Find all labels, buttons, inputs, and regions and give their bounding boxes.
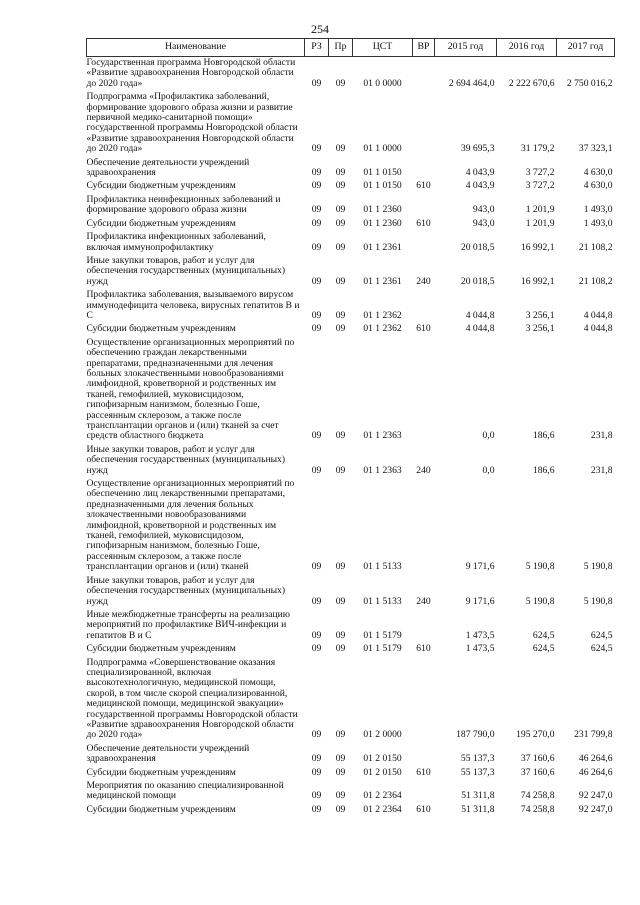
table-row bbox=[87, 657, 615, 743]
row-pr: 09 bbox=[335, 753, 346, 765]
row-rz: 09 bbox=[311, 217, 322, 229]
row-2015: 55 137,3 bbox=[460, 753, 495, 765]
row-2015: 9 171,6 bbox=[465, 561, 495, 573]
row-vr bbox=[413, 743, 435, 767]
header-2017: 2017 год bbox=[557, 39, 615, 57]
row-name: Обеспечение деятельности учреждений здравоохранения bbox=[86, 742, 250, 765]
row-vr: 610 bbox=[416, 803, 431, 815]
row-2017: 46 264,6 bbox=[578, 753, 613, 765]
row-2017: 46 264,6 bbox=[578, 766, 613, 778]
row-rz: 09 bbox=[311, 241, 322, 253]
row-cst: 01 1 0000 bbox=[363, 143, 402, 155]
row-rz: 09 bbox=[311, 803, 322, 815]
table-row bbox=[87, 767, 615, 780]
row-pr: 09 bbox=[335, 561, 346, 573]
row-vr: 610 bbox=[416, 217, 431, 229]
row-2017: 231 799,8 bbox=[574, 729, 613, 741]
row-2016: 74 258,8 bbox=[520, 790, 555, 802]
table-row bbox=[87, 444, 615, 478]
row-pr: 09 bbox=[335, 790, 346, 802]
table-row bbox=[87, 575, 615, 609]
table-row bbox=[87, 743, 615, 767]
row-vr: 610 bbox=[416, 180, 431, 192]
table-row bbox=[87, 478, 615, 575]
row-2017: 1 493,0 bbox=[583, 217, 613, 229]
row-vr bbox=[413, 289, 435, 323]
row-2015: 1 473,5 bbox=[465, 643, 495, 655]
row-rz: 09 bbox=[311, 77, 322, 89]
row-rz: 09 bbox=[311, 643, 322, 655]
row-name: Иные закупки товаров, работ и услуг для обеспечения государственных (муниципальных) нужд bbox=[86, 443, 286, 476]
table-row bbox=[87, 157, 615, 181]
row-name: Осуществление организационных мероприятий по обеспечению граждан лекарственными препаратами, предназначенными для лечения больных злокачественными новообразованиями лимфоидной, кроветворной и родственных им тканей, гемофилией, муковисцидозом, гипофизарным нанизмом, болезнью Гоше, рассеянным склерозом, а также после трансплантации органов и (или) тканей за счет средств областного бюджета bbox=[86, 336, 295, 442]
row-rz: 09 bbox=[311, 180, 322, 192]
row-2015: 1 473,5 bbox=[465, 629, 495, 641]
row-rz: 09 bbox=[311, 309, 322, 321]
row-pr: 09 bbox=[335, 323, 346, 335]
row-2015: 943,0 bbox=[472, 217, 495, 229]
row-rz: 09 bbox=[311, 275, 322, 287]
row-cst: 01 1 0150 bbox=[363, 180, 402, 192]
row-2017: 624,5 bbox=[590, 629, 613, 641]
row-vr bbox=[413, 478, 435, 575]
row-2016: 624,5 bbox=[532, 629, 555, 641]
row-name: Профилактика заболевания, вызываемого вирусом иммунодефицита человека, вирусных гепатитов В и С bbox=[86, 289, 300, 321]
row-2016: 3 256,1 bbox=[525, 323, 555, 335]
row-rz: 09 bbox=[311, 766, 322, 778]
table-row bbox=[87, 91, 615, 156]
table-row bbox=[87, 218, 615, 231]
row-name: Государственная программа Новгородской области «Развитие здравоохранения Новгородской области до 2020 года» bbox=[86, 57, 296, 89]
header-pr: Пр bbox=[329, 39, 353, 57]
header-name: Наименование bbox=[87, 39, 305, 57]
row-vr: 240 bbox=[416, 275, 431, 287]
row-vr bbox=[413, 157, 435, 181]
row-cst: 01 1 2363 bbox=[363, 430, 402, 442]
row-pr: 09 bbox=[335, 430, 346, 442]
row-2017: 5 190,8 bbox=[583, 595, 613, 607]
table-row bbox=[87, 609, 615, 643]
row-pr: 09 bbox=[335, 204, 346, 216]
row-cst: 01 0 0000 bbox=[363, 77, 402, 89]
row-vr bbox=[413, 780, 435, 804]
row-2015: 943,0 bbox=[472, 204, 495, 216]
row-vr: 610 bbox=[416, 643, 431, 655]
row-vr: 610 bbox=[416, 766, 431, 778]
table-row bbox=[87, 180, 615, 193]
row-2016: 37 160,6 bbox=[520, 753, 555, 765]
row-pr: 09 bbox=[335, 167, 346, 179]
row-2016: 16 992,1 bbox=[520, 241, 555, 253]
row-2017: 231,8 bbox=[590, 464, 613, 476]
row-2016: 3 727,2 bbox=[525, 167, 555, 179]
row-vr bbox=[413, 91, 435, 156]
row-2015: 20 018,5 bbox=[460, 275, 495, 287]
header-cst: ЦСТ bbox=[353, 39, 413, 57]
row-2016: 5 190,8 bbox=[525, 595, 555, 607]
row-2016: 74 258,8 bbox=[520, 803, 555, 815]
row-2016: 1 201,9 bbox=[525, 217, 555, 229]
table-row bbox=[87, 289, 615, 323]
row-rz: 09 bbox=[311, 595, 322, 607]
row-2015: 51 311,8 bbox=[461, 790, 495, 802]
row-name: Подпрограмма «Профилактика заболеваний, формирование здорового образа жизни и развитие первичной медико-санитарной помощи» государственной программы Новгородской области «Развитие здравоохранения Новгородской области до 2020 года» bbox=[86, 91, 298, 155]
header-rz: РЗ bbox=[305, 39, 329, 57]
row-cst: 01 1 2362 bbox=[363, 309, 402, 321]
row-name: Субсидии бюджетным учреждениям bbox=[86, 803, 236, 815]
row-name: Профилактика неинфекционных заболеваний и формирование здорового образа жизни bbox=[86, 193, 281, 216]
row-cst: 01 1 5179 bbox=[363, 629, 402, 641]
row-2015: 4 043,9 bbox=[465, 180, 495, 192]
row-pr: 09 bbox=[335, 643, 346, 655]
row-2017: 231,8 bbox=[590, 430, 613, 442]
row-cst: 01 1 2363 bbox=[363, 464, 402, 476]
row-pr: 09 bbox=[335, 803, 346, 815]
row-2016: 186,6 bbox=[532, 464, 555, 476]
row-2017: 1 493,0 bbox=[583, 204, 613, 216]
row-2015: 55 137,3 bbox=[460, 766, 495, 778]
row-2016: 3 256,1 bbox=[525, 309, 555, 321]
row-cst: 01 2 0000 bbox=[363, 729, 402, 741]
row-vr bbox=[413, 57, 435, 92]
row-pr: 09 bbox=[335, 309, 346, 321]
row-2015: 51 311,8 bbox=[461, 803, 495, 815]
row-2017: 92 247,0 bbox=[578, 803, 613, 815]
row-vr bbox=[413, 657, 435, 743]
row-vr bbox=[413, 231, 435, 255]
row-vr: 240 bbox=[416, 464, 431, 476]
row-pr: 09 bbox=[335, 464, 346, 476]
header-2015: 2015 год bbox=[435, 39, 497, 57]
row-rz: 09 bbox=[311, 561, 322, 573]
row-pr: 09 bbox=[335, 217, 346, 229]
row-2015: 187 790,0 bbox=[456, 729, 495, 741]
row-pr: 09 bbox=[335, 275, 346, 287]
row-pr: 09 bbox=[335, 143, 346, 155]
header-2016: 2016 год bbox=[497, 39, 557, 57]
table-row bbox=[87, 194, 615, 218]
table-row bbox=[87, 780, 615, 804]
row-name: Иные закупки товаров, работ и услуг для обеспечения государственных (муниципальных) нужд bbox=[86, 574, 286, 607]
row-name: Субсидии бюджетным учреждениям bbox=[86, 643, 236, 655]
row-2015: 9 171,6 bbox=[465, 595, 495, 607]
row-name: Осуществление организационных мероприятий по обеспечению лиц лекарственными препаратами, предназначенными для лечения больных злокачественными новообразованиями лимфоидной, кроветворной и родственных им тканей, гемофилией, муковисцидозом, гипофизарным нанизмом, болезнью Гоше, рассеянным склерозом, а также после трансплантации органов и (или) тканей bbox=[86, 478, 295, 573]
row-name: Субсидии бюджетным учреждениям bbox=[86, 180, 236, 192]
row-pr: 09 bbox=[335, 766, 346, 778]
row-rz: 09 bbox=[311, 629, 322, 641]
row-2016: 624,5 bbox=[532, 643, 555, 655]
row-cst: 01 2 2364 bbox=[363, 803, 402, 815]
row-rz: 09 bbox=[311, 204, 322, 216]
row-pr: 09 bbox=[335, 77, 346, 89]
row-2016: 186,6 bbox=[532, 430, 555, 442]
row-name: Мероприятия по оказанию специализированной медицинской помощи bbox=[86, 780, 284, 802]
table-row bbox=[87, 255, 615, 289]
row-vr bbox=[413, 609, 435, 643]
row-2017: 4 044,8 bbox=[583, 309, 613, 321]
row-rz: 09 bbox=[311, 790, 322, 802]
row-rz: 09 bbox=[311, 323, 322, 335]
row-rz: 09 bbox=[311, 430, 322, 442]
row-2015: 4 044,8 bbox=[465, 323, 495, 335]
row-2017: 624,5 bbox=[590, 643, 613, 655]
row-name: Субсидии бюджетным учреждениям bbox=[86, 766, 236, 778]
row-2017: 21 108,2 bbox=[578, 275, 613, 287]
row-cst: 01 2 2364 bbox=[363, 790, 402, 802]
row-pr: 09 bbox=[335, 629, 346, 641]
row-name: Иные межбюджетные трансферты на реализацию мероприятий по профилактике ВИЧ-инфекции и гепатитов В и С bbox=[86, 608, 290, 641]
table-row bbox=[87, 231, 615, 255]
row-rz: 09 bbox=[311, 729, 322, 741]
row-name: Субсидии бюджетным учреждениям bbox=[86, 323, 236, 335]
table-row bbox=[87, 57, 615, 92]
row-cst: 01 1 2361 bbox=[363, 241, 402, 253]
row-name: Подпрограмма «Совершенствование оказания специализированной, включая высокотехнологичную, медицинской помощи, скорой, в том числе скорой специализированной, медицинской помощи, медицинской эвакуации» государственной программы Новгородской области «Развитие здравоохранения Новгородской области до 2020 года» bbox=[86, 656, 298, 741]
row-2015: 20 018,5 bbox=[460, 241, 495, 253]
header-vr: ВР bbox=[413, 39, 435, 57]
row-pr: 09 bbox=[335, 595, 346, 607]
row-cst: 01 1 2361 bbox=[363, 275, 402, 287]
row-cst: 01 1 2360 bbox=[363, 204, 402, 216]
row-2015: 0,0 bbox=[482, 464, 495, 476]
row-vr: 240 bbox=[416, 595, 431, 607]
row-2017: 4 630,0 bbox=[583, 180, 613, 192]
row-rz: 09 bbox=[311, 143, 322, 155]
row-name: Профилактика инфекционных заболеваний, включая иммунопрофилактику bbox=[86, 231, 266, 253]
row-rz: 09 bbox=[311, 464, 322, 476]
row-cst: 01 2 0150 bbox=[363, 753, 402, 765]
row-2015: 0,0 bbox=[482, 430, 495, 442]
header-row bbox=[87, 39, 615, 57]
row-2015: 2 694 464,0 bbox=[448, 77, 495, 89]
row-cst: 01 1 2362 bbox=[363, 323, 402, 335]
row-2017: 2 750 016,2 bbox=[566, 77, 613, 89]
row-2017: 92 247,0 bbox=[578, 790, 613, 802]
row-cst: 01 1 5133 bbox=[363, 595, 402, 607]
row-2017: 4 044,8 bbox=[583, 323, 613, 335]
row-vr: 610 bbox=[416, 323, 431, 335]
row-cst: 01 1 2360 bbox=[363, 217, 402, 229]
row-rz: 09 bbox=[311, 753, 322, 765]
row-cst: 01 2 0150 bbox=[363, 766, 402, 778]
row-2015: 4 044,8 bbox=[465, 309, 495, 321]
row-pr: 09 bbox=[335, 729, 346, 741]
row-cst: 01 1 5179 bbox=[363, 643, 402, 655]
row-pr: 09 bbox=[335, 180, 346, 192]
row-2016: 195 270,0 bbox=[516, 729, 555, 741]
row-rz: 09 bbox=[311, 167, 322, 179]
page-number: 254 bbox=[311, 22, 329, 36]
row-cst: 01 1 5133 bbox=[363, 561, 402, 573]
row-vr bbox=[413, 194, 435, 218]
row-pr: 09 bbox=[335, 241, 346, 253]
row-2017: 21 108,2 bbox=[578, 241, 613, 253]
budget-table bbox=[86, 38, 615, 817]
table-row bbox=[87, 337, 615, 444]
table-row bbox=[87, 804, 615, 817]
row-2016: 3 727,2 bbox=[525, 180, 555, 192]
row-2016: 16 992,1 bbox=[520, 275, 555, 287]
row-2015: 39 695,3 bbox=[460, 143, 495, 155]
row-cst: 01 1 0150 bbox=[363, 167, 402, 179]
row-2016: 31 179,2 bbox=[520, 143, 555, 155]
row-vr bbox=[413, 337, 435, 444]
row-2017: 4 630,0 bbox=[583, 167, 613, 179]
row-2016: 37 160,6 bbox=[520, 766, 555, 778]
row-name: Обеспечение деятельности учреждений здравоохранения bbox=[86, 156, 250, 179]
table-row bbox=[87, 323, 615, 336]
row-name: Субсидии бюджетным учреждениям bbox=[86, 217, 236, 229]
row-2017: 5 190,8 bbox=[583, 561, 613, 573]
table-row bbox=[87, 643, 615, 656]
row-2016: 1 201,9 bbox=[525, 204, 555, 216]
row-name: Иные закупки товаров, работ и услуг для обеспечения государственных (муниципальных) нужд bbox=[86, 254, 286, 287]
row-2015: 4 043,9 bbox=[465, 167, 495, 179]
row-2017: 37 323,1 bbox=[578, 143, 613, 155]
row-2016: 5 190,8 bbox=[525, 561, 555, 573]
row-2016: 2 222 670,6 bbox=[508, 77, 555, 89]
